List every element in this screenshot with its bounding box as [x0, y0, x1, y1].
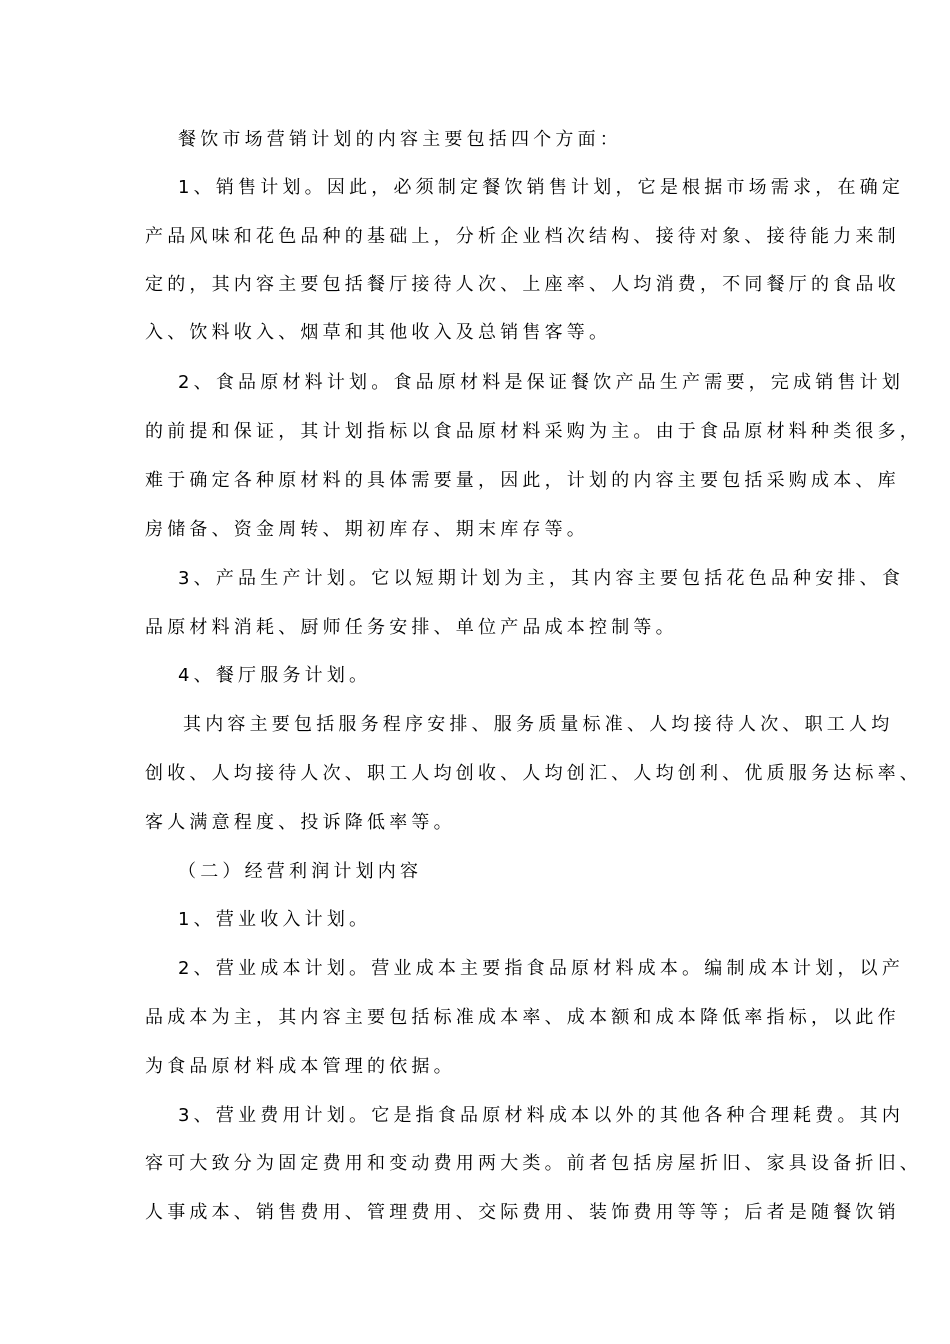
- paragraph-line: 为食品原材料成本管理的依据。: [145, 1056, 456, 1077]
- section-heading: （二）经营利润计划内容: [178, 861, 423, 882]
- paragraph-line: 创收、人均接待人次、职工人均创收、人均创汇、人均创利、优质服务达标率、: [145, 763, 922, 784]
- paragraph-line: 品原材料消耗、厨师任务安排、单位产品成本控制等。: [145, 617, 678, 638]
- paragraph-line: 2、食品原材料计划。食品原材料是保证餐饮产品生产需要，完成销售计划: [178, 372, 905, 393]
- paragraph-line: 人事成本、销售费用、管理费用、交际费用、装饰费用等等；后者是随餐饮销: [145, 1202, 900, 1223]
- paragraph-line: 3、营业费用计划。它是指食品原材料成本以外的其他各种合理耗费。其内: [178, 1105, 905, 1126]
- paragraph-line: 定的，其内容主要包括餐厅接待人次、上座率、人均消费，不同餐厅的食品收: [145, 274, 900, 295]
- paragraph-line: 客人满意程度、投诉降低率等。: [145, 812, 456, 833]
- paragraph-line: 容可大致分为固定费用和变动费用两大类。前者包括房屋折旧、家具设备折旧、: [145, 1153, 922, 1174]
- paragraph-line: 餐饮市场营销计划的内容主要包括四个方面：: [178, 129, 622, 150]
- paragraph-line: 房储备、资金周转、期初库存、期末库存等。: [145, 519, 589, 540]
- paragraph-line: 其内容主要包括服务程序安排、服务质量标准、人均接待人次、职工人均: [183, 714, 894, 735]
- paragraph-line: 入、饮料收入、烟草和其他收入及总销售客等。: [145, 322, 612, 343]
- paragraph-line: 品成本为主，其内容主要包括标准成本率、成本额和成本降低率指标，以此作: [145, 1007, 900, 1028]
- paragraph-line: 的前提和保证，其计划指标以食品原材料采购为主。由于食品原材料种类很多，: [145, 421, 922, 442]
- paragraph-line: 4、餐厅服务计划。: [178, 665, 372, 686]
- paragraph-line: 1、营业收入计划。: [178, 909, 372, 930]
- paragraph-line: 3、产品生产计划。它以短期计划为主，其内容主要包括花色品种安排、食: [178, 568, 905, 589]
- paragraph-line: 2、营业成本计划。营业成本主要指食品原材料成本。编制成本计划，以产: [178, 958, 905, 979]
- paragraph-line: 难于确定各种原材料的具体需要量，因此，计划的内容主要包括采购成本、库: [145, 470, 900, 491]
- paragraph-line: 1、销售计划。因此，必须制定餐饮销售计划，它是根据市场需求，在确定: [178, 177, 905, 198]
- paragraph-line: 产品风味和花色品种的基础上，分析企业档次结构、接待对象、接待能力来制: [145, 226, 900, 247]
